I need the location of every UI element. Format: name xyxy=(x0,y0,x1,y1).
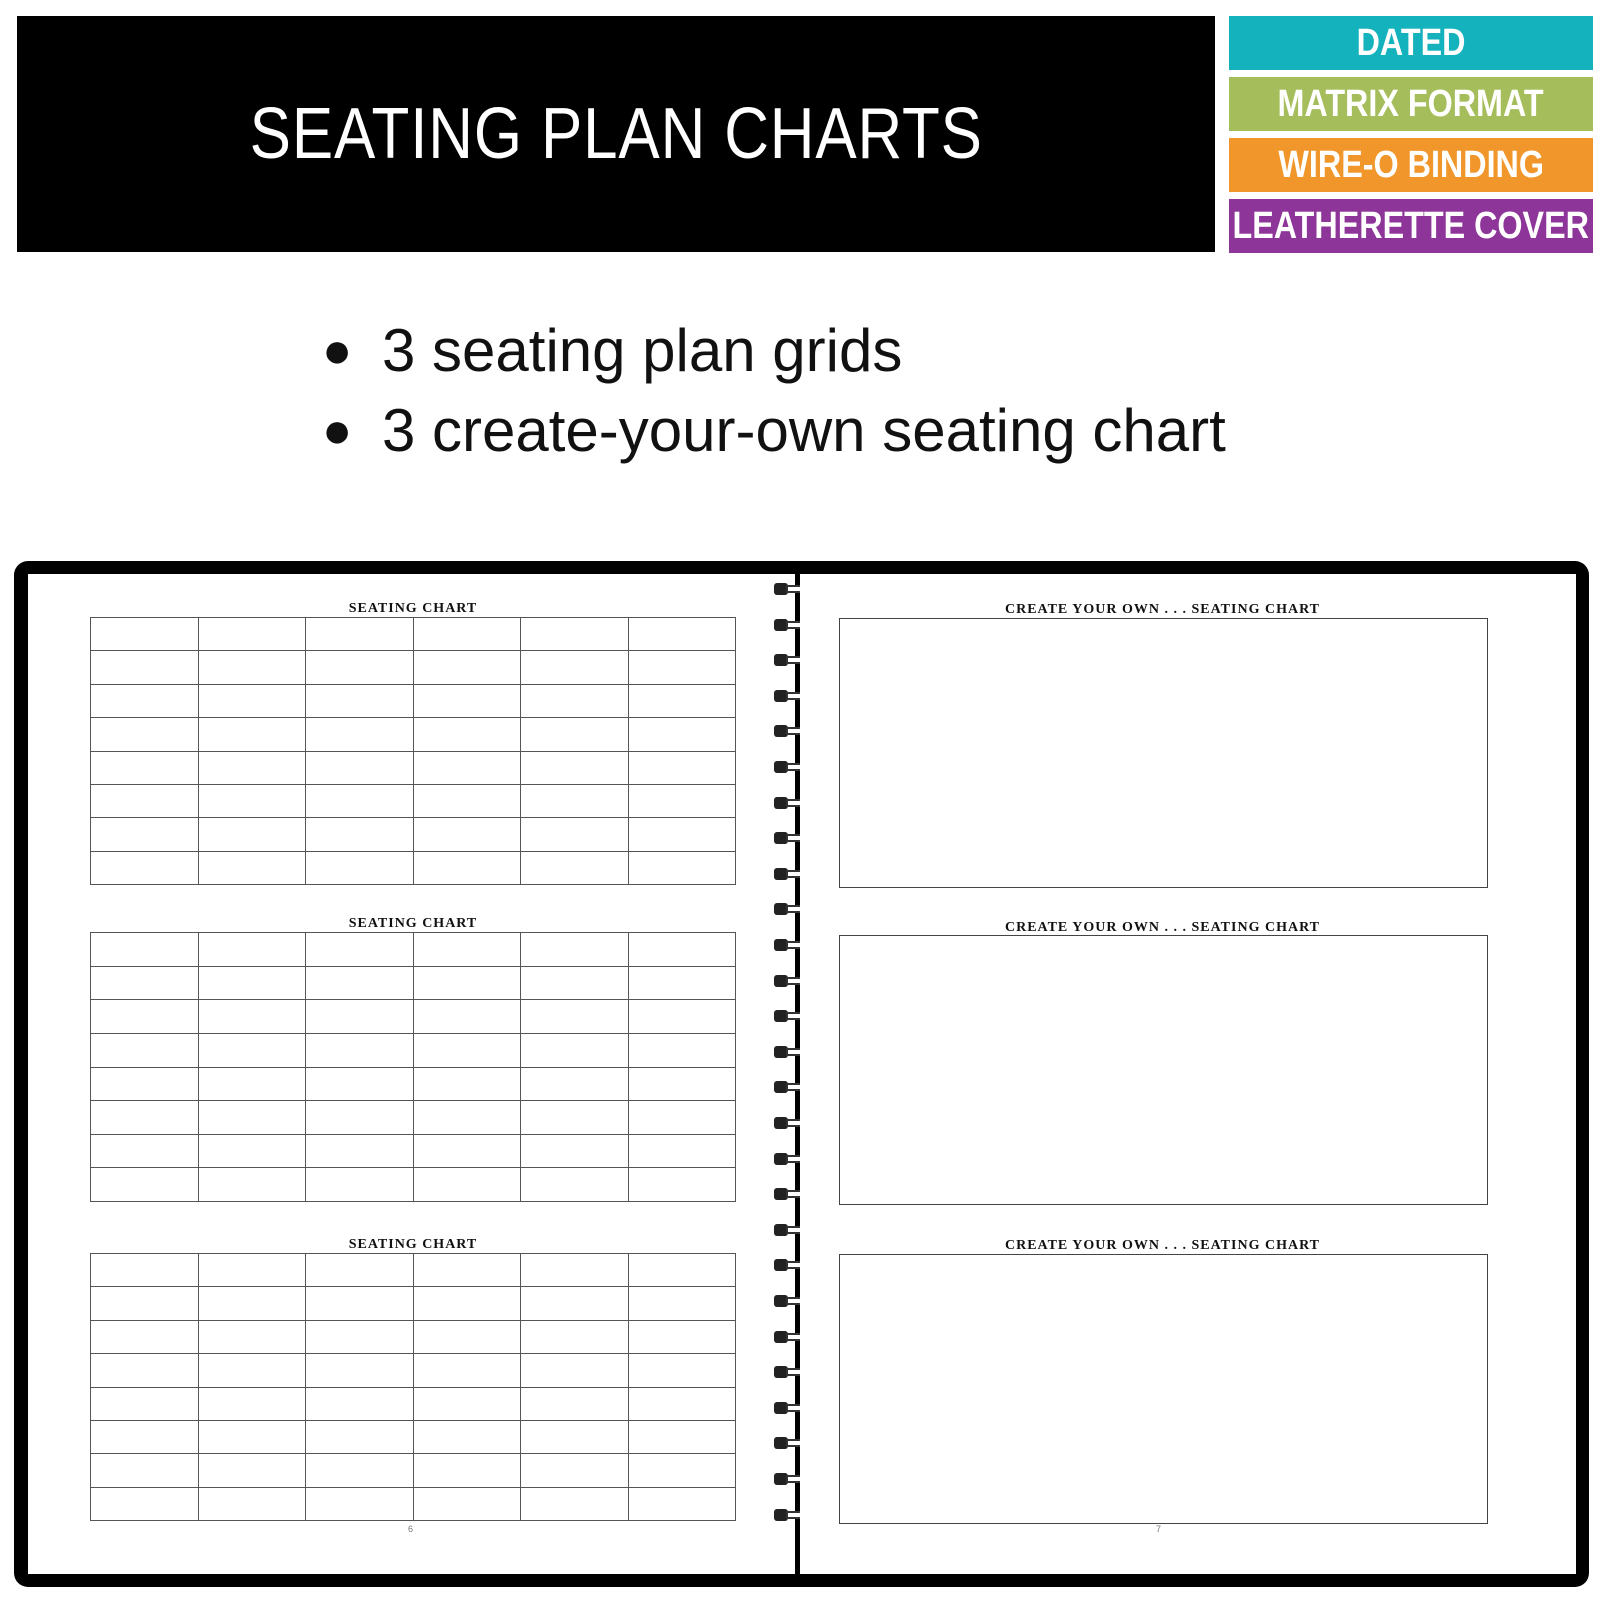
page-title: SEATING PLAN CHARTS xyxy=(249,94,983,174)
grid-row xyxy=(91,1033,736,1067)
grid-cell xyxy=(413,1168,521,1202)
grid-cell xyxy=(413,651,521,684)
grid-cell xyxy=(306,966,414,1000)
grid-cell xyxy=(91,718,199,751)
grid-cell xyxy=(198,933,306,967)
grid-cell xyxy=(198,651,306,684)
section-title: CREATE YOUR OWN . . . SEATING CHART xyxy=(1004,1238,1321,1253)
grid-cell xyxy=(628,1067,736,1101)
grid-cell xyxy=(198,1287,306,1320)
grid-row xyxy=(91,1420,736,1453)
grid-row xyxy=(91,1067,736,1101)
grid-cell xyxy=(306,851,414,884)
grid-cell xyxy=(628,618,736,651)
grid-cell xyxy=(91,851,199,884)
grid-cell xyxy=(198,751,306,784)
grid-cell xyxy=(306,1033,414,1067)
grid-cell xyxy=(198,851,306,884)
bullet-icon: ● xyxy=(322,322,353,378)
grid-cell xyxy=(91,1420,199,1453)
feature-list xyxy=(322,310,1226,470)
seating-grid xyxy=(90,932,736,1202)
grid-cell xyxy=(91,1033,199,1067)
grid-row xyxy=(91,1254,736,1287)
grid-cell xyxy=(413,1387,521,1420)
grid-cell xyxy=(91,684,199,717)
section-title: CREATE YOUR OWN . . . SEATING CHART xyxy=(1004,602,1321,617)
grid-cell xyxy=(306,1487,414,1520)
grid-cell xyxy=(521,933,629,967)
grid-row xyxy=(91,618,736,651)
grid-row xyxy=(91,851,736,884)
bullet-icon: ● xyxy=(322,402,353,458)
planner-spread xyxy=(14,561,1589,1587)
grid-cell xyxy=(306,1168,414,1202)
grid-cell xyxy=(198,1000,306,1034)
grid-cell xyxy=(628,933,736,967)
left-page xyxy=(28,574,795,1574)
grid-cell xyxy=(198,718,306,751)
grid-cell xyxy=(628,818,736,851)
grid-cell xyxy=(306,718,414,751)
grid-cell xyxy=(628,1354,736,1387)
grid-cell xyxy=(521,751,629,784)
grid-cell xyxy=(413,1354,521,1387)
grid-row xyxy=(91,1287,736,1320)
grid-cell xyxy=(628,1254,736,1287)
grid-cell xyxy=(198,1101,306,1135)
grid-cell xyxy=(306,618,414,651)
grid-cell xyxy=(628,784,736,817)
grid-cell xyxy=(628,1287,736,1320)
grid-cell xyxy=(198,1487,306,1520)
badge-matrix-format: MATRIX FORMAT xyxy=(1229,77,1593,131)
grid-cell xyxy=(306,1134,414,1168)
grid-cell xyxy=(413,1420,521,1453)
grid-cell xyxy=(91,818,199,851)
grid-row xyxy=(91,1101,736,1135)
grid-cell xyxy=(628,1387,736,1420)
grid-row xyxy=(91,651,736,684)
grid-cell xyxy=(198,1387,306,1420)
grid-cell xyxy=(306,1320,414,1353)
grid-cell xyxy=(91,1387,199,1420)
grid-cell xyxy=(413,684,521,717)
grid-cell xyxy=(91,1254,199,1287)
grid-cell xyxy=(628,1134,736,1168)
grid-cell xyxy=(413,784,521,817)
grid-cell xyxy=(413,1000,521,1034)
grid-row xyxy=(91,1320,736,1353)
grid-cell xyxy=(521,1067,629,1101)
grid-cell xyxy=(628,1487,736,1520)
grid-cell xyxy=(413,1033,521,1067)
grid-cell xyxy=(521,851,629,884)
right-page xyxy=(800,574,1576,1574)
grid-cell xyxy=(198,1134,306,1168)
grid-cell xyxy=(198,1354,306,1387)
grid-cell xyxy=(628,1101,736,1135)
grid-cell xyxy=(413,1454,521,1487)
grid-cell xyxy=(521,1000,629,1034)
grid-cell xyxy=(628,1320,736,1353)
section-title: SEATING CHART xyxy=(348,916,478,931)
grid-cell xyxy=(521,784,629,817)
grid-row xyxy=(91,1168,736,1202)
grid-cell xyxy=(91,1487,199,1520)
grid-cell xyxy=(521,1354,629,1387)
grid-cell xyxy=(521,1033,629,1067)
feature-item: ● 3 seating plan grids xyxy=(322,316,903,384)
grid-cell xyxy=(413,1134,521,1168)
seating-grid xyxy=(90,1253,736,1521)
grid-cell xyxy=(198,1067,306,1101)
grid-cell xyxy=(521,1487,629,1520)
grid-cell xyxy=(521,966,629,1000)
section-title: SEATING CHART xyxy=(348,601,478,616)
grid-cell xyxy=(521,684,629,717)
grid-cell xyxy=(91,933,199,967)
grid-cell xyxy=(413,1487,521,1520)
grid-cell xyxy=(521,1101,629,1135)
grid-cell xyxy=(413,1287,521,1320)
grid-cell xyxy=(91,1000,199,1034)
grid-cell xyxy=(306,684,414,717)
grid-cell xyxy=(91,1454,199,1487)
grid-row xyxy=(91,784,736,817)
create-your-own-box xyxy=(839,935,1488,1205)
grid-cell xyxy=(198,684,306,717)
grid-cell xyxy=(198,1420,306,1453)
grid-cell xyxy=(306,1101,414,1135)
grid-cell xyxy=(306,1420,414,1453)
grid-cell xyxy=(413,618,521,651)
section-title: SEATING CHART xyxy=(348,1237,478,1252)
grid-cell xyxy=(413,966,521,1000)
grid-cell xyxy=(413,933,521,967)
grid-cell xyxy=(521,1420,629,1453)
grid-cell xyxy=(521,1287,629,1320)
grid-cell xyxy=(521,818,629,851)
grid-cell xyxy=(521,1320,629,1353)
grid-cell xyxy=(91,784,199,817)
grid-cell xyxy=(91,1287,199,1320)
grid-cell xyxy=(521,651,629,684)
grid-row xyxy=(91,1454,736,1487)
grid-row xyxy=(91,933,736,967)
seating-grid xyxy=(90,617,736,885)
grid-cell xyxy=(91,1067,199,1101)
grid-cell xyxy=(413,1067,521,1101)
grid-cell xyxy=(628,751,736,784)
badge-dated: DATED xyxy=(1229,16,1593,70)
grid-cell xyxy=(198,1254,306,1287)
grid-cell xyxy=(91,966,199,1000)
grid-cell xyxy=(521,1254,629,1287)
grid-cell xyxy=(306,651,414,684)
grid-cell xyxy=(91,1168,199,1202)
grid-cell xyxy=(91,618,199,651)
grid-cell xyxy=(306,818,414,851)
grid-cell xyxy=(521,1134,629,1168)
grid-cell xyxy=(91,751,199,784)
page-number: 6 xyxy=(408,1524,414,1534)
grid-cell xyxy=(413,1254,521,1287)
grid-cell xyxy=(198,818,306,851)
grid-cell xyxy=(628,684,736,717)
grid-row xyxy=(91,1134,736,1168)
grid-cell xyxy=(628,651,736,684)
grid-cell xyxy=(198,1320,306,1353)
grid-cell xyxy=(628,966,736,1000)
title-banner xyxy=(17,16,1215,252)
grid-cell xyxy=(413,718,521,751)
grid-row xyxy=(91,718,736,751)
grid-cell xyxy=(521,1454,629,1487)
grid-row xyxy=(91,1354,736,1387)
grid-row xyxy=(91,1387,736,1420)
grid-cell xyxy=(198,1454,306,1487)
grid-cell xyxy=(198,784,306,817)
grid-cell xyxy=(628,851,736,884)
grid-row xyxy=(91,684,736,717)
grid-cell xyxy=(628,1168,736,1202)
grid-cell xyxy=(306,1067,414,1101)
grid-cell xyxy=(198,966,306,1000)
grid-cell xyxy=(306,784,414,817)
grid-cell xyxy=(413,751,521,784)
grid-cell xyxy=(628,718,736,751)
grid-cell xyxy=(91,1101,199,1135)
grid-cell xyxy=(306,751,414,784)
grid-cell xyxy=(413,818,521,851)
grid-row xyxy=(91,751,736,784)
grid-cell xyxy=(521,1387,629,1420)
grid-cell xyxy=(628,1000,736,1034)
grid-cell xyxy=(628,1420,736,1453)
grid-cell xyxy=(521,718,629,751)
grid-row xyxy=(91,1000,736,1034)
feature-item: ● 3 create-your-own seating chart xyxy=(322,396,1226,464)
page-number: 7 xyxy=(1156,1524,1162,1534)
grid-cell xyxy=(413,851,521,884)
grid-cell xyxy=(306,933,414,967)
grid-cell xyxy=(306,1254,414,1287)
section-title: CREATE YOUR OWN . . . SEATING CHART xyxy=(1004,920,1321,935)
grid-cell xyxy=(198,1033,306,1067)
grid-cell xyxy=(521,1168,629,1202)
grid-cell xyxy=(91,1134,199,1168)
create-your-own-box xyxy=(839,1254,1488,1524)
grid-cell xyxy=(628,1454,736,1487)
grid-row xyxy=(91,966,736,1000)
grid-cell xyxy=(628,1033,736,1067)
grid-cell xyxy=(198,618,306,651)
grid-cell xyxy=(91,1354,199,1387)
grid-cell xyxy=(306,1454,414,1487)
grid-cell xyxy=(306,1287,414,1320)
grid-cell xyxy=(306,1354,414,1387)
grid-row xyxy=(91,1487,736,1520)
grid-cell xyxy=(91,1320,199,1353)
create-your-own-box xyxy=(839,618,1488,888)
grid-cell xyxy=(521,618,629,651)
grid-row xyxy=(91,818,736,851)
grid-cell xyxy=(413,1320,521,1353)
grid-cell xyxy=(198,1168,306,1202)
grid-cell xyxy=(306,1000,414,1034)
grid-cell xyxy=(413,1101,521,1135)
grid-cell xyxy=(306,1387,414,1420)
badge-leatherette-cover: LEATHERETTE COVER xyxy=(1229,199,1593,253)
feature-badges xyxy=(1229,16,1593,260)
grid-cell xyxy=(91,651,199,684)
badge-wire-o-binding: WIRE-O BINDING xyxy=(1229,138,1593,192)
